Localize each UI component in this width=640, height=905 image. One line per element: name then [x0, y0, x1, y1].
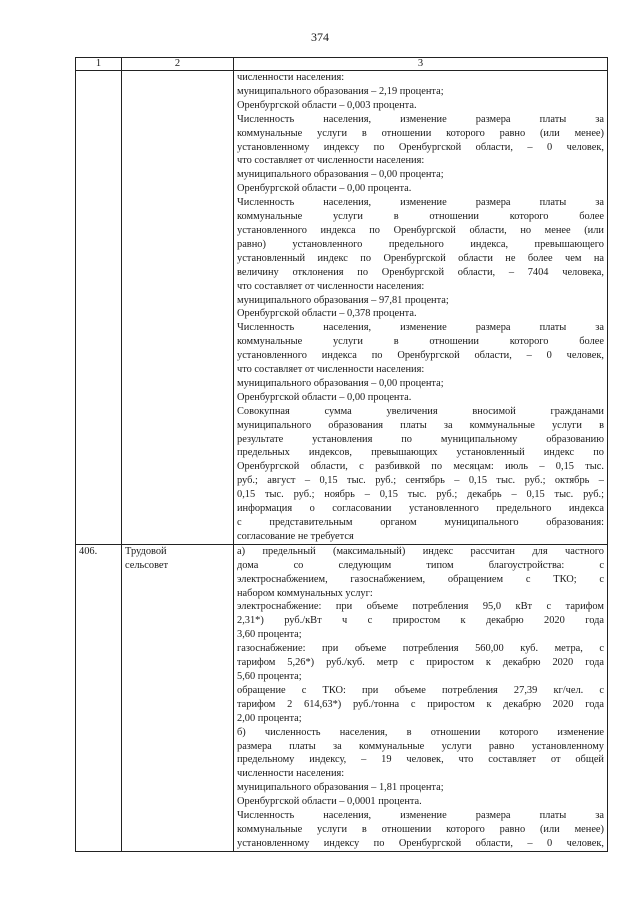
text-line: коммунальные услуги в отношении которого более	[237, 336, 604, 348]
text-line: б) численность населения, в отношении которого изменение	[237, 726, 604, 738]
text-line: муниципального образования – 0,00 процента;	[237, 377, 444, 389]
text-line: муниципального образования платы за коммунальные услуги в	[237, 419, 604, 431]
text-line: 3,60 процента;	[237, 629, 302, 641]
header-col-3: 3	[234, 58, 608, 71]
text-line: что составляет от численности населения:	[237, 155, 425, 167]
text-line: электроснабжение: при объеме потребления 95,0 кВт с тарифом	[237, 601, 604, 613]
text-line: газоснабжение: при объеме потребления 560,00 куб. метра, с	[237, 643, 604, 655]
page-number: 374	[311, 30, 329, 44]
text-line: 5,60 процента;	[237, 670, 302, 682]
text-line: с представительным органом муниципального образования:	[237, 517, 604, 528]
text-line: коммунальные услуги в отношении которого равно (или менее)	[237, 127, 604, 139]
text-line: 0,15 тыс. руб.; ноябрь – 0,15 тыс. руб.; декабрь – 0,15 тыс. руб.;	[237, 489, 604, 501]
text-line: набором коммунальных услуг:	[237, 587, 373, 599]
text-line: что составляет от численности населения:	[237, 280, 425, 292]
text-line: Оренбургской области – 0,0001 процента.	[237, 796, 422, 808]
text-line: Численность населения, изменение размера платы за	[237, 810, 604, 822]
text-line: Оренбургской области – 0,378 процента.	[237, 308, 417, 320]
text-line: электроснабжением, газоснабжением, обращением с ТКО; с	[237, 573, 604, 585]
row-description	[234, 71, 608, 545]
text-line: тарифом 2 614,63*) руб./тонна с приростом к декабрю 2020 года	[237, 698, 604, 710]
text-line: равно) установленного предельного индекса, превышающего	[237, 238, 604, 250]
text-line: Совокупная сумма увеличения вносимой гражданами	[237, 405, 604, 417]
text-line: Численность населения, изменение размера платы за	[237, 113, 604, 125]
text-line: муниципального образования – 1,81 процента;	[237, 782, 444, 794]
text-line: 2,00 процента;	[237, 712, 302, 724]
text-line: Численность населения, изменение размера платы за	[237, 322, 604, 334]
table-row-previous	[76, 71, 608, 545]
text-line: муниципального образования – 97,81 процента;	[237, 294, 449, 306]
row-description	[234, 544, 608, 851]
indices-table	[75, 57, 608, 852]
text-line: результате установления по муниципальному образованию	[237, 433, 604, 445]
text-line: дома со следующим типом благоустройства: с	[237, 559, 604, 571]
text-line: что составляет от численности населения:	[237, 364, 425, 376]
text-line: численности населения:	[237, 768, 345, 780]
municipality-name	[122, 544, 234, 851]
row-number	[76, 71, 122, 545]
text-line: руб.; август – 0,15 тыс. руб.; сентябрь – 0,15 тыс. руб.; октябрь –	[237, 475, 604, 487]
header-col-2: 2	[122, 58, 234, 71]
text-line: 2,31*) руб./кВт ч с приростом к декабрю 2020 года	[237, 615, 604, 627]
municipality-name	[122, 71, 234, 545]
text-line: коммунальные услуги в отношении которого более	[237, 211, 604, 223]
text-line: размера платы за коммунальные услуги равно установленному	[237, 740, 604, 752]
row-number: 406.	[76, 544, 122, 851]
municipality-name-line-2: сельсовет	[125, 559, 169, 571]
text-line: предельных индексов, превышающих установленный индекс по	[237, 447, 604, 459]
text-line: установленного индекса по Оренбургской области, – 0 человек,	[237, 350, 604, 362]
text-line: установленный индекс по Оренбургской области не более чем на	[237, 252, 604, 264]
text-line: тарифом 5,26*) руб./куб. метр с приростом к декабрю 2020 года	[237, 657, 604, 669]
text-line: установленного индекса по Оренбургской области, но менее (или	[237, 224, 604, 236]
text-line: Численность населения, изменение размера платы за	[237, 197, 604, 209]
text-line: Оренбургской области, с разбивкой по месяцам: июль – 0,15 тыс.	[237, 461, 604, 473]
text-line: согласование не требуется	[237, 530, 354, 542]
table-header-row	[76, 58, 608, 71]
text-line: Оренбургской области – 0,003 процента.	[237, 99, 417, 111]
text-line: численности населения:	[237, 72, 345, 83]
text-line: обращение с ТКО: при объеме потребления 27,39 кг/чел. с	[237, 684, 604, 696]
text-line: муниципального образования – 0,00 процента;	[237, 169, 444, 181]
text-line: коммунальные услуги в отношении которого равно (или менее)	[237, 823, 604, 835]
text-line: информация о согласовании установленного предельного индекса	[237, 503, 604, 515]
text-line: Оренбургской области – 0,00 процента.	[237, 183, 412, 195]
text-line: установленному индексу по Оренбургской области, – 0 человек,	[237, 141, 604, 153]
text-line: муниципального образования – 2,19 процента;	[237, 85, 444, 97]
municipality-name-line-1: Трудовой	[125, 545, 167, 557]
text-line: предельному индексу, – 19 человек, что составляет от общей	[237, 754, 604, 766]
text-line: Оренбургской области – 0,00 процента.	[237, 391, 412, 403]
text-line: величину отклонения по Оренбургской области, – 7404 человека,	[237, 266, 604, 278]
header-col-1: 1	[76, 58, 122, 71]
table-row-406	[76, 544, 608, 851]
text-line: а) предельный (максимальный) индекс рассчитан для частного	[237, 545, 604, 557]
text-line: установленному индексу по Оренбургской области, – 0 человек,	[237, 837, 604, 849]
